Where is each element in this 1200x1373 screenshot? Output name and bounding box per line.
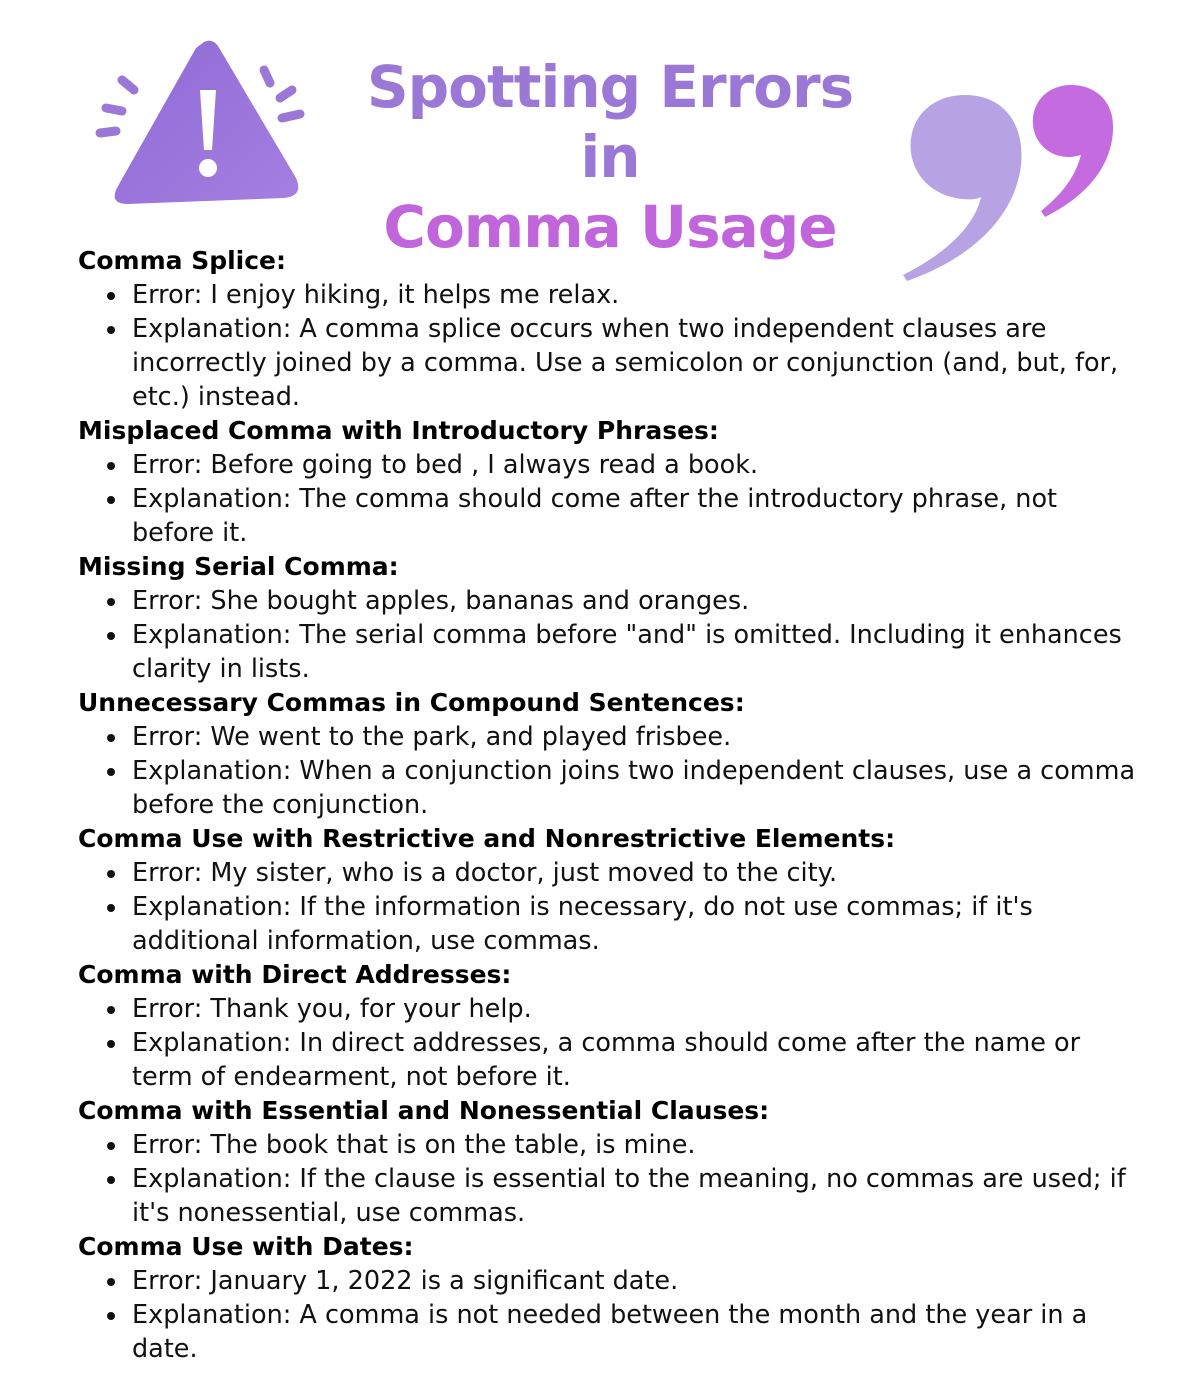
page-title [330,52,890,262]
explanation-item: Explanation: A comma splice occurs when two independent clauses are incorrectly joined by a comma. Use a semicolon or conjunction (and, but, for, etc.) instead. [78,312,1138,414]
error-item: Error: January 1, 2022 is a significant date. [78,1264,1138,1298]
section-heading: Comma Splice: [78,246,287,275]
error-item: Error: My sister, who is a doctor, just moved to the city. [78,856,1138,890]
bullet-list [78,992,1138,1094]
section-dates [78,1230,1138,1366]
error-item: Error: She bought apples, bananas and oranges. [78,584,1138,618]
section-essential-clauses [78,1094,1138,1230]
section-heading: Missing Serial Comma: [78,552,399,581]
section-heading: Unnecessary Commas in Compound Sentences: [78,688,745,717]
section-misplaced-comma [78,414,1138,550]
section-restrictive-elements [78,822,1138,958]
explanation-item: Explanation: The serial comma before "and" is omitted. Including it enhances clarity in lists. [78,618,1138,686]
bullet-list [78,856,1138,958]
section-comma-splice [78,244,1138,414]
bullet-list [78,278,1138,414]
bullet-list [78,720,1138,822]
error-item: Error: I enjoy hiking, it helps me relax. [78,278,1138,312]
explanation-item: Explanation: The comma should come after the introductory phrase, not before it. [78,482,1138,550]
explanation-item: Explanation: If the information is necessary, do not use commas; if it's additional information, use commas. [78,890,1138,958]
explanation-item: Explanation: When a conjunction joins two independent clauses, use a comma before the conjunction. [78,754,1138,822]
bullet-list [78,584,1138,686]
explanation-item: Explanation: If the clause is essential to the meaning, no commas are used; if it's nonessential, use commas. [78,1162,1138,1230]
title-line-1: Spotting Errors in [366,53,854,191]
section-compound-sentences [78,686,1138,822]
explanation-item: Explanation: In direct addresses, a comma should come after the name or term of endearment, not before it. [78,1026,1138,1094]
section-direct-addresses [78,958,1138,1094]
bullet-list [78,1264,1138,1366]
bullet-list [78,448,1138,550]
section-heading: Comma Use with Dates: [78,1232,414,1261]
bullet-list [78,1128,1138,1230]
section-heading: Comma Use with Restrictive and Nonrestrictive Elements: [78,824,896,853]
section-serial-comma [78,550,1138,686]
error-item: Error: Thank you, for your help. [78,992,1138,1026]
section-heading: Comma with Direct Addresses: [78,960,512,989]
section-heading: Misplaced Comma with Introductory Phrases: [78,416,719,445]
warning-icon [92,28,317,213]
section-heading: Comma with Essential and Nonessential Clauses: [78,1096,770,1125]
error-item: Error: Before going to bed , I always read a book. [78,448,1138,482]
sections-container [78,244,1138,1366]
title-line-2: Comma Usage [383,193,837,261]
explanation-item: Explanation: A comma is not needed between the month and the year in a date. [78,1298,1138,1366]
error-item: Error: We went to the park, and played frisbee. [78,720,1138,754]
error-item: Error: The book that is on the table, is mine. [78,1128,1138,1162]
